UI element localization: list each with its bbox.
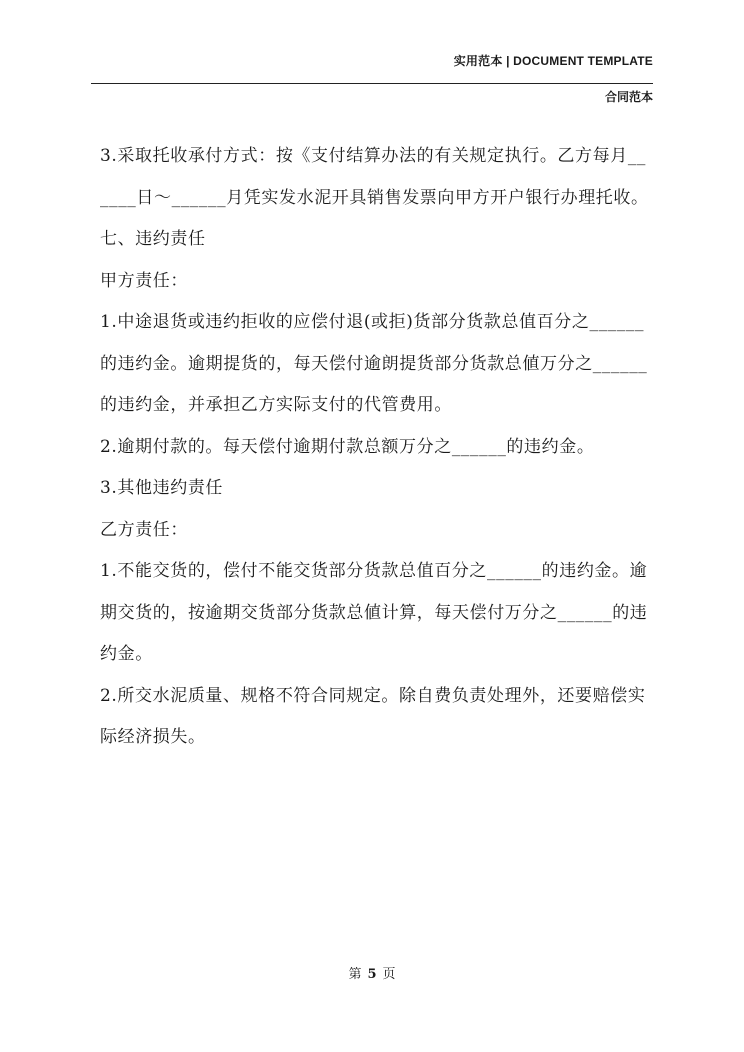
header-rule: [91, 83, 653, 84]
page-number: 5: [367, 967, 377, 982]
page-footer: [0, 963, 744, 982]
party-b-liability-heading: 乙方责任：: [100, 519, 188, 540]
document-body: [100, 136, 655, 759]
party-a-clause-2: 2.逾期付款的。每天偿付逾期付款总额万分之______的违约金。: [100, 436, 595, 457]
party-a-clause-3: 3.其他违约责任: [100, 478, 224, 498]
party-b-clause-2: 2.所交水泥质量、规格不符合同规定。除自费负责处理外，还要赔偿实际经济损失。: [100, 685, 646, 747]
page-prefix: 第: [348, 967, 362, 982]
party-b-clause-1: 1.不能交货的，偿付不能交货部分货款总值百分之______的违约金。逾期交货的，按逾期交货部分货款总値计算，每天偿付万分之______的违约金。: [100, 561, 648, 664]
paragraph-payment-method: 3.采取托收承付方式：按《支付结算办法的有关规定执行。乙方每月______日～______月凭实发水泥开具销售发票向甲方开户银行办理托收。: [100, 146, 649, 208]
party-a-clause-1: 1.中途退货或违约拒收的应偿付退(或拒)货部分货款总值百分之______的违约金。逾期提货的，每天偿付逾朗提货部分货款总値万分之______的违约金，并承担乙方实际支付的代管费用。: [100, 312, 648, 415]
section-heading-liability: 七、违约责任: [100, 229, 206, 249]
header-subtitle: 合同范本: [604, 90, 653, 104]
header-title: 实用范本 | DOCUMENT TEMPLATE: [453, 54, 653, 68]
page-suffix: 页: [382, 967, 396, 982]
party-a-liability-heading: 甲方责任：: [100, 270, 188, 291]
